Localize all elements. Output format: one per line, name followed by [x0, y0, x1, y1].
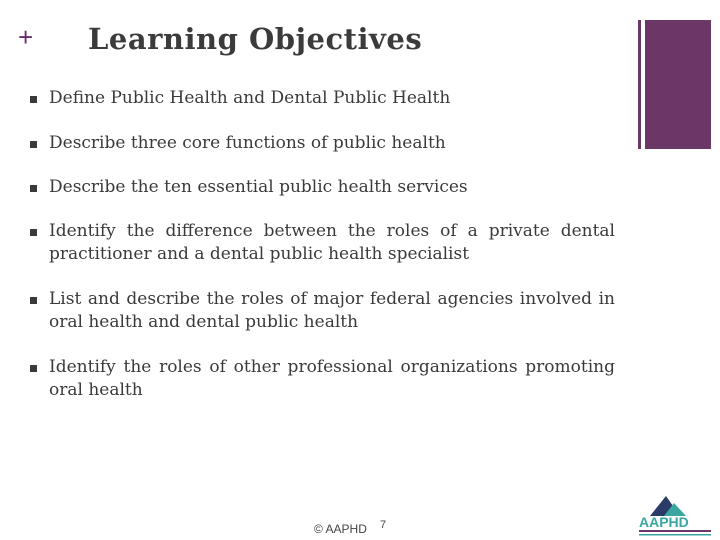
bullet-square-icon	[30, 96, 49, 103]
list-item-text: Identify the difference between the roles of a private dental practitioner and a dental public health specialist	[49, 221, 615, 264]
list-item-text: Identify the roles of other professional organizations promoting oral health	[49, 357, 615, 400]
list-item	[30, 220, 615, 266]
aaphd-logo-icon	[636, 494, 714, 540]
bullet-square-icon	[30, 141, 49, 148]
list-item-text: Describe three core functions of public health	[49, 133, 446, 153]
page-number: 7	[380, 519, 387, 531]
bullet-square-icon	[30, 185, 49, 192]
bullet-square-icon	[30, 365, 49, 372]
slide-title: Learning Objectives	[88, 22, 423, 56]
list-item	[30, 288, 615, 334]
list-item-text: List and describe the roles of major federal agencies involved in oral health and dental public health	[49, 289, 615, 332]
accent-bar-thin	[638, 20, 641, 149]
list-item	[30, 132, 615, 155]
accent-bar-thick	[645, 20, 711, 149]
list-item	[30, 176, 615, 199]
bullet-square-icon	[30, 229, 49, 236]
logo-text: AAPHD	[639, 514, 689, 530]
list-item	[30, 87, 615, 110]
copyright-footer: © AAPHD	[314, 522, 367, 536]
list-item-text: Describe the ten essential public health services	[49, 177, 468, 197]
bullet-square-icon	[30, 297, 49, 304]
list-item-text: Define Public Health and Dental Public Health	[49, 88, 451, 108]
list-item	[30, 356, 615, 402]
plus-symbol: +	[18, 22, 34, 52]
